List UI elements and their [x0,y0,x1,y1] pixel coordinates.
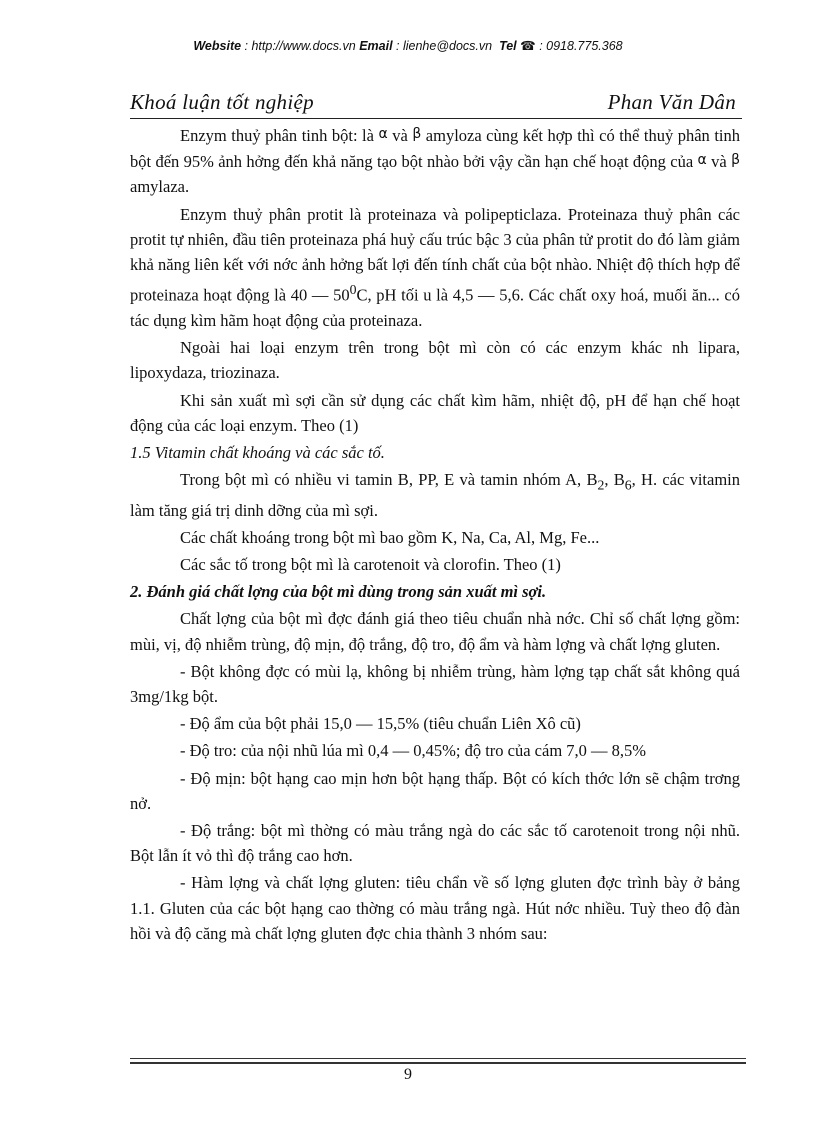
text: , H. các vitamin làm tăng giá trị dinh dỡng của mì sợi. [130,470,740,520]
paragraph-odor: - Bột không đợc có mùi lạ, không bị nhiễm trùng, hàm lợng tạp chất sắt không quá 3mg/1kg bột. [130,661,740,707]
tel-label: Tel [499,39,517,53]
text: Trong bột mì có nhiều vi tamin B, PP, E và tamin nhóm A, B [180,470,598,490]
paragraph-vitamins [130,467,740,523]
alpha-symbol: α [697,152,707,169]
subscript: 6 [624,477,632,493]
paragraph-fineness: - Độ mịn: bột hạng cao mịn hơn bột hạng thấp. Bột có kích thớc lớn sẽ chậm trơng nở. [130,768,740,813]
document-body [130,122,740,948]
footer-divider-thick [130,1062,746,1064]
website-line [0,38,816,53]
paragraph-minerals: Các chất khoáng trong bột mì bao gồm K, Na, Ca, Al, Mg, Fe... [180,527,600,547]
beta-symbol: β [731,152,741,169]
beta-symbol: β [412,126,422,142]
website-url[interactable]: http://www.docs.vn [251,39,356,53]
paragraph-gluten: - Hàm lợng và chất lợng gluten: tiêu chẩn về số lợng gluten đợc trình bày ở bảng 1.1. Gluten của các bột hạng cao thờng có màu trắng ngà. Hút nớc nhiều. Tuỳ theo độ đàn hồi và độ căng mà chất lợng gluten đợc chia thành 3 nhóm sau: [130,873,740,943]
text: C, pH tối u là 4,5 — 5,6. Các chất oxy hoá, muối ăn... có tác dụng kìm hãm hoạt động của proteinaza. [130,285,740,330]
separator: : [241,39,252,53]
section-heading-2: 2. Đánh giá chất lợng của bột mì dùng trong sản xuất mì sợi. [130,582,547,602]
section-heading-1-5: 1.5 Vitamin chất khoáng và các sắc tố. [130,442,385,462]
email-address[interactable]: lienhe@docs.vn [402,39,493,53]
email-label: Email [359,39,393,53]
text: và [387,126,413,145]
paragraph-other-enzymes: Ngoài hai loại enzym trên trong bột mì còn có các enzym khác nh lipara, lipoxydaza, triozinaza. [130,338,740,383]
paragraph-quality-standard: Chất lợng của bột mì đợc đánh giá theo tiêu chuẩn nhà nớc. Chỉ số chất lợng gồm: mùi, vị, độ nhiễm trùng, độ mịn, độ trắng, độ tro, độ ẩm và hàm lợng và chất lợng gluten. [130,609,740,654]
text: amylaza. [130,177,190,197]
paragraph-enzyme-control: Khi sản xuất mì sợi cần sử dụng các chất kìm hãm, nhiệt độ, pH để hạn chế hoạt động của các loại enzym. Theo (1) [130,390,740,435]
footer-divider [130,1058,746,1059]
text: Enzym thuỷ phân protit là proteinaza và polipepticlaza. Proteinaza thuỷ phân các protit tự nhiên, đầu tiên proteinaza phá huỷ cấu trúc bậc 3 của phân tử protit do đó làm giảm khả năng liên kết với nớc ảnh hởng bất lợi đến tính chất của bột nhào. Nhiệt độ thích hợp để proteinaza hoạt động là 40 — 50 [130,204,740,305]
website-label: Website [193,39,242,53]
text: và [706,152,732,172]
page-number: 9 [404,1066,412,1083]
paragraph-moisture: - Độ ẩm của bột phải 15,0 — 15,5% (tiêu chuẩn Liên Xô cũ) [180,714,581,734]
superscript: 0 [349,282,357,298]
paragraph-pigments: Các sắc tố trong bột mì là carotenoit và clorofin. Theo (1) [180,555,561,575]
header-thesis-title: Khoá luận tốt nghiệp [130,90,314,114]
paragraph-starch-enzyme [130,122,740,200]
paragraph-whiteness: - Độ trắng: bột mì thờng có màu trắng ngà do các sắc tố carotenoit trong nội nhũ. Bột lẫn ít vỏ thì độ trắng cao hơn. [130,821,740,866]
tel-number: : 0918.775.368 [535,39,623,53]
header-author: Phan Văn Dân [607,90,736,114]
text: , B [604,470,625,490]
header-divider [130,118,742,119]
paragraph-protein-enzyme [130,202,740,334]
paragraph-ash: - Độ tro: của nội nhũ lúa mì 0,4 — 0,45%; độ tro của cám 7,0 — 8,5% [180,741,647,761]
phone-icon: ☎ [520,39,536,53]
alpha-symbol: α [378,126,388,142]
text: amyloza cùng kết hợp thì có thể thuỷ phân tinh bột đến 95% ảnh hởng đến khả năng tạo bột nhào bởi vậy cần hạn chế hoạt động của [130,126,740,172]
subscript: 2 [597,477,605,493]
separator: : [392,39,403,53]
text: Enzym thuỷ phân tinh bột: là [180,126,379,145]
